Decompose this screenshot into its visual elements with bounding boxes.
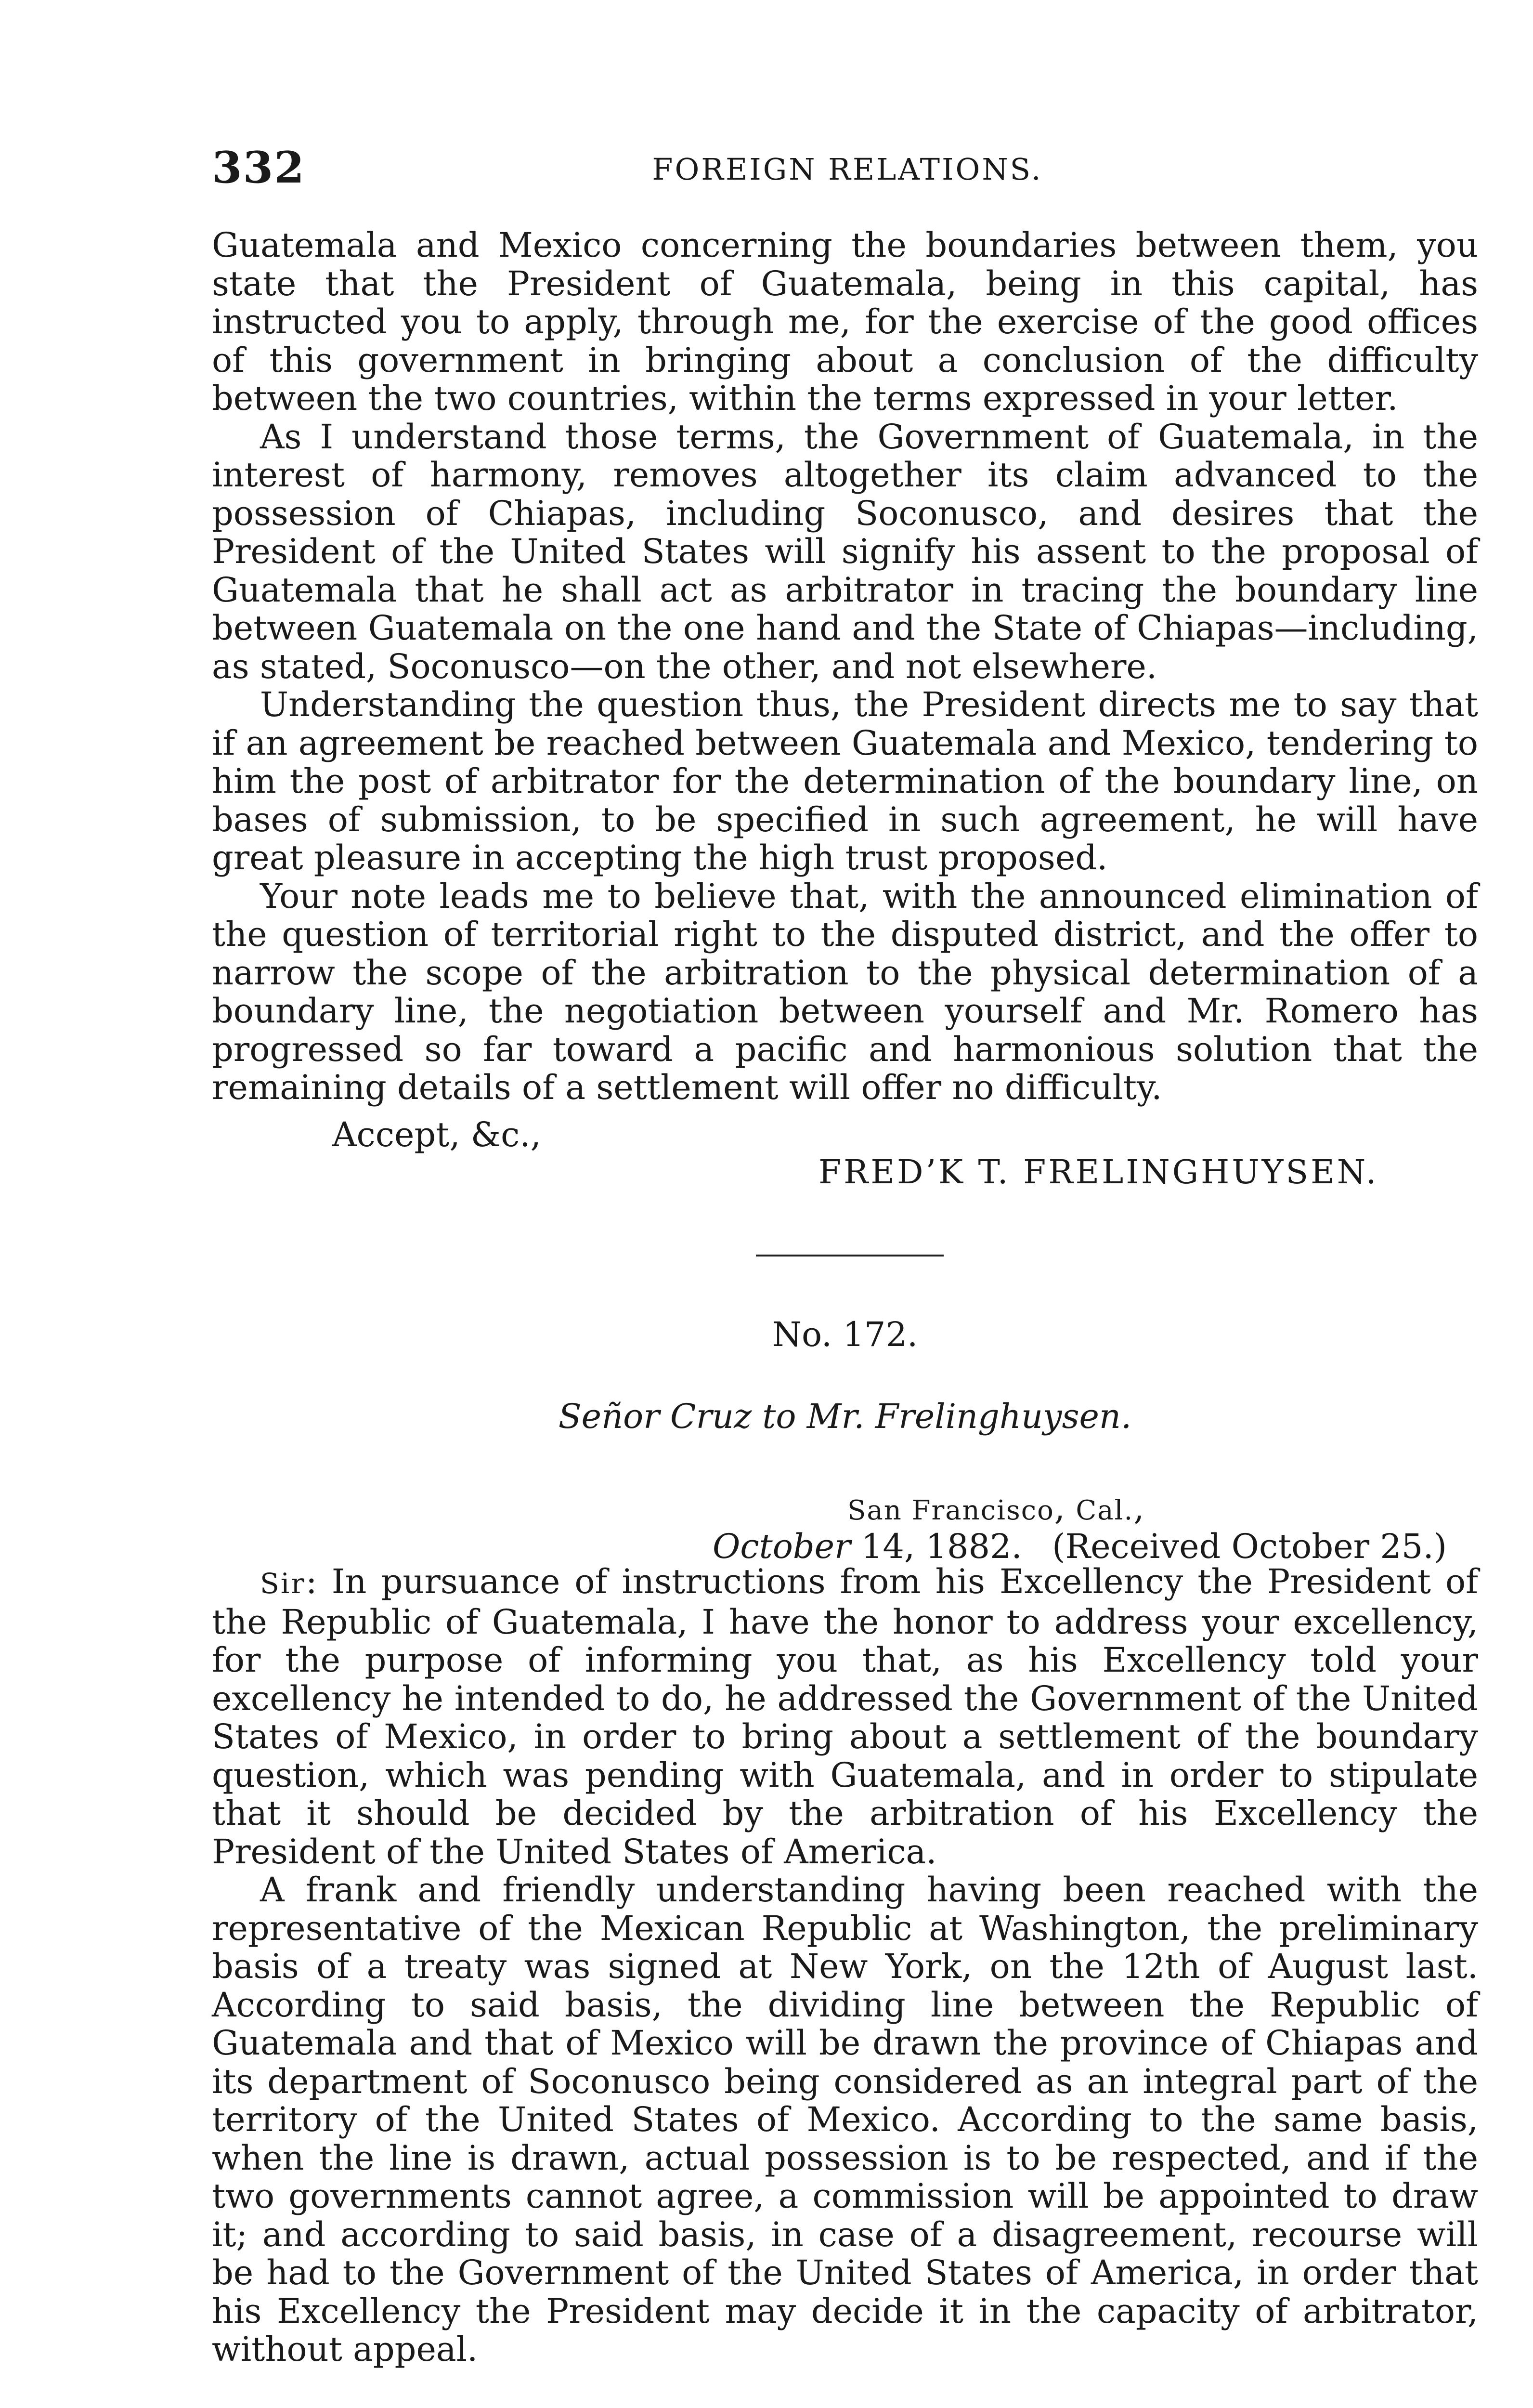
closing-phrase: Accept, &c., — [332, 1115, 541, 1154]
page-number: 332 — [212, 142, 305, 193]
page-header — [212, 137, 1483, 195]
paragraph: As I understand those terms, the Government of Guatemala, in the interest of harmony, removes altogether its claim advanced to the possession of Chiapas, including Soconusco, and desires that the President of the United States will signify his assent to the proposal of Guatemala that he shall act as arbitrator in tracing the boundary line between Guatemala on the one hand and the State of Chiapas—including, as stated, Soconusco—on the other, and not elsewhere. — [212, 417, 1478, 686]
running-title: FOREIGN RELATIONS. — [652, 152, 1043, 187]
paragraph: Guatemala and Mexico concerning the boundaries between them, you state that the President of Guatemala, being in this capital, has instructed you to apply, through me, for the exercise of the good offices of this government in bringing about a conclusion of the difficulty between the two countries, within the terms expressed in your letter. — [212, 225, 1478, 418]
received-note: (Received October 25.) — [1052, 1527, 1447, 1566]
date-day-year: 14, 1882. — [861, 1527, 1022, 1566]
dateline-city: San Francisco — [847, 1495, 1054, 1526]
date-month: October — [713, 1527, 851, 1566]
letter-frelinghuysen-body — [212, 226, 1478, 1107]
dateline-date — [713, 1527, 1447, 1566]
letter-cruz-body — [212, 1563, 1478, 2369]
signature: FRED’K T. FRELINGHUYSEN. — [818, 1153, 1379, 1191]
paragraph: Understanding the question thus, the President directs me to say that if an agreement be reached between Guatemala and Mexico, tendering to him the post of arbitrator for the determination of the boundary line, on bases of submission, to be specified in such agreement, he will have great pleasure in accepting the high trust proposed. — [212, 685, 1478, 877]
dateline-place: San Francisco, Cal., — [847, 1488, 1144, 1528]
paragraph: Your note leads me to believe that, with the announced elimination of the question of territorial right to the disputed district, and the offer to narrow the scope of the arbitration to the physical determination of a boundary line, the negotiation between yourself and Mr. Romero has progressed so far toward a pacific and harmonious solution that the remaining details of a settlement will offer no difficulty. — [212, 876, 1478, 1107]
section-divider — [756, 1255, 944, 1256]
paragraph-text: : In pursuance of instructions from his Excellency the President of the Republic of Guatemala, I have the honor to address your excellency, for the purpose of informing you that, as his Excellency told your excellency he intended to do, he addressed the Government of the United States of Mexico, in order to bring about a settlement of the boundary question, which was pending with Guatemala, and in order to stipulate that it should be decided by the arbitration of his Excellency the President of the United States of America. — [212, 1562, 1478, 1871]
paragraph — [212, 1563, 1478, 1871]
salutation: Sir — [260, 1567, 306, 1600]
paragraph: A frank and friendly understanding having been reached with the representative of the Mexican Republic at Washington, the preliminary basis of a treaty was signed at New York, on the 12th of August last. According to said basis, the dividing line between the Republic of Guatemala and that of Mexico will be drawn the province of Chiapas and its department of Soconusco being considered as an integral part of the territory of the United States of Mexico. According to the same basis, when the line is drawn, actual possession is to be respected, and if the two governments cannot agree, a commission will be appointed to draw it; and according to said basis, in case of a disagreement, recourse will be had to the Government of the United States of America, in order that his Excellency the President may decide it in the capacity of arbitrator, without appeal. — [212, 1870, 1478, 2369]
document-title: Señor Cruz to Mr. Frelinghuysen. — [558, 1397, 1132, 1436]
dateline-state: Cal. — [1076, 1495, 1134, 1526]
document-number: No. 172. — [772, 1315, 918, 1354]
